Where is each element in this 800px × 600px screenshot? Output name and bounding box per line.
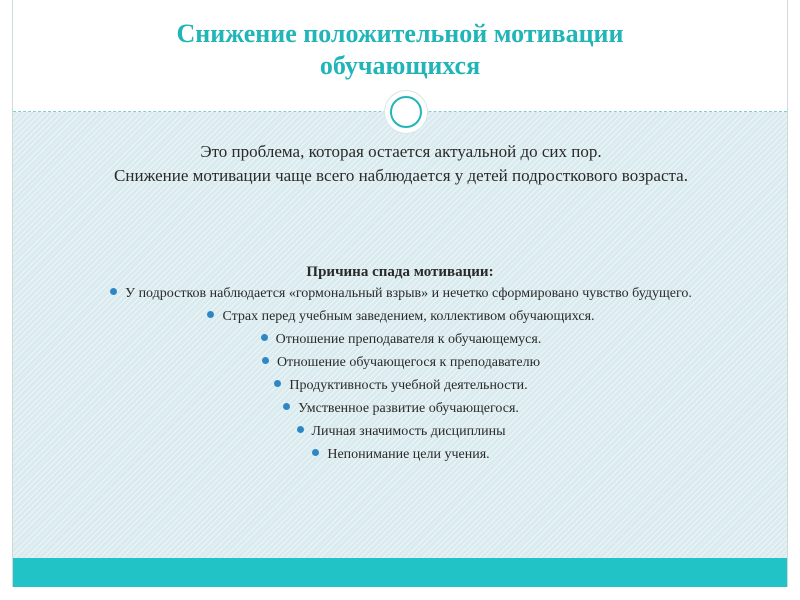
bullet-icon [297,426,304,433]
list-item-text: Отношение преподавателя к обучающемуся. [275,332,542,347]
list-item [53,423,749,440]
slide-title-line-2: обучающихся [319,51,481,80]
bullet-icon [312,449,319,456]
list-item [53,285,749,302]
list-item-text: Страх перед учебным заведением, коллективом обучающихся. [222,309,595,324]
list-item-text: Непонимание цели учения. [327,447,490,462]
list-item-text: Отношение обучающегося к преподавателю [276,355,541,370]
list-item-text: Умственное развитие обучающегося. [298,401,519,416]
slide [12,0,788,587]
bullet-icon [274,380,281,387]
bullet-icon [283,403,290,410]
list-item [53,308,749,325]
list-item-text: У подростков наблюдается «гормональный взрыв» и нечетко сформировано чувство будущего. [125,286,692,301]
bullet-icon [261,334,268,341]
intro-line-1: Это проблема, которая остается актуальной до сих пор. [200,142,602,161]
list-item-text: Личная значимость дисциплины [311,424,506,439]
bullet-icon [110,288,117,295]
bullet-icon [262,357,269,364]
intro-text [43,140,759,188]
reasons-list [53,285,749,469]
list-item [53,377,749,394]
list-item [53,446,749,463]
slide-title-line-1: Снижение положительной мотивации [176,19,624,48]
bullet-icon [207,311,214,318]
list-item-text: Продуктивность учебной деятельности. [289,378,528,393]
list-item [53,354,749,371]
list-item [53,400,749,417]
circle-ornament-icon [385,91,427,133]
slide-title [13,18,787,82]
reasons-heading: Причина спада мотивации: [306,264,494,280]
footer-bar [13,558,787,587]
list-item [53,331,749,348]
intro-line-2: Снижение мотивации чаще всего наблюдается у детей подросткового возраста. [114,166,688,185]
